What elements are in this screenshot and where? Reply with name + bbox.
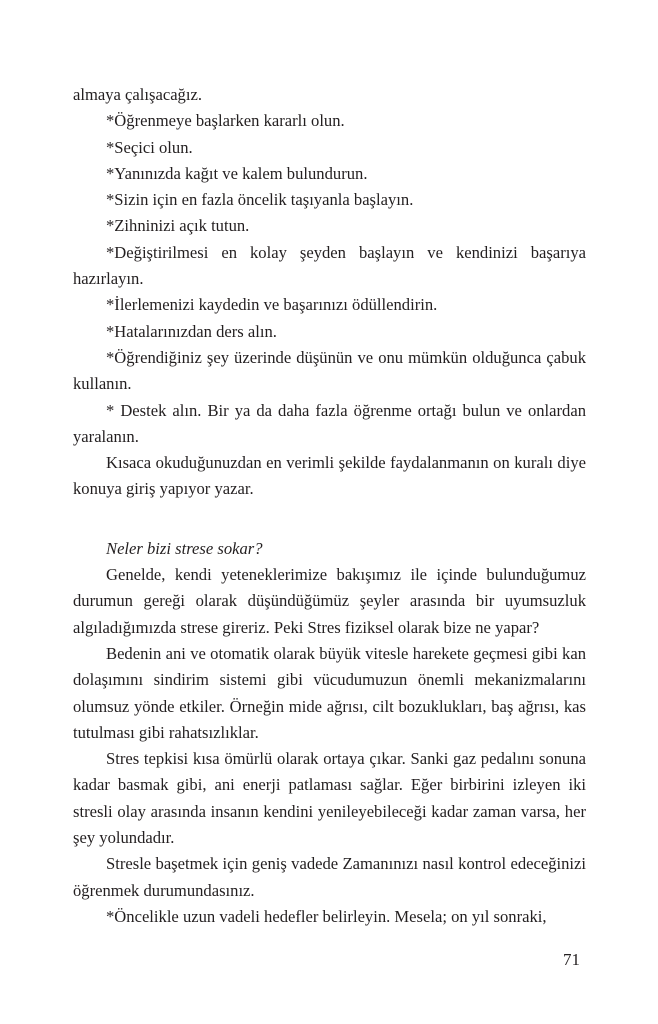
- list-item: *İlerlemenizi kaydedin ve başarınızı ödüllendirin.: [106, 295, 438, 315]
- list-item: *Öğrendiğiniz şey üzerinde düşünün ve onu mümkün olduğunca çabuk kullanın.: [73, 347, 586, 394]
- list-item: *Sizin için en fazla öncelik taşıyanla başlayın.: [106, 190, 414, 210]
- list-item: *Seçici olun.: [106, 137, 193, 157]
- paragraph: Genelde, kendi yeteneklerimize bakışımız ile içinde bulunduğumuz durumun gereği olarak düşündüğümüz şeyler arasında bir uyumsuzluk algıladığımızda strese gireriz. Peki Stres fiziksel olarak bize ne yapar?: [73, 565, 586, 637]
- page-number: 71: [563, 950, 580, 969]
- paragraph: Bedenin ani ve otomatik olarak büyük vitesle harekete geçmesi gibi kan dolaşımını sindirim sistemi gibi vücudumuzun önemli mekanizmalarını olumsuz yönde etkiler. Örneğin mide ağrısı, cilt bozuklukları, baş ağrısı, kas tutulması gibi rahatsızlıklar.: [73, 643, 586, 742]
- list-item: *Değiştirilmesi en kolay şeyden başlayın ve kendinizi başarıya hazırlayın.: [73, 242, 586, 289]
- list-item: *Yanınızda kağıt ve kalem bulundurun.: [106, 163, 368, 183]
- paragraph: Stresle başetmek için geniş vadede Zamanınızı nasıl kontrol edeceğinizi öğrenmek durumundasınız.: [73, 854, 586, 900]
- list-item: *Zihninizi açık tutun.: [106, 216, 250, 236]
- paragraph: almaya çalışacağız.: [73, 85, 202, 104]
- paragraph: *Öncelikle uzun vadeli hedefler belirleyin. Mesela; on yıl sonraki,: [106, 906, 547, 926]
- list-item: * Destek alın. Bir ya da daha fazla öğrenme ortağı bulun ve onlardan yaralanın.: [73, 400, 586, 446]
- list-item: *Hatalarınızdan ders alın.: [106, 321, 277, 341]
- section-heading: Neler bizi strese sokar?: [106, 538, 263, 558]
- paragraph: Stres tepkisi kısa ömürlü olarak ortaya çıkar. Sanki gaz pedalını sonuna kadar basmak gibi, ani enerji patlaması sağlar. Eğer birbirini izleyen iki stresli olay arasında insanın kendini yenileyebileceği kadar zaman varsa, her şey yolundadır.: [73, 749, 586, 848]
- section-gap: [73, 503, 586, 536]
- paragraph: Kısaca okuduğunuzdan en verimli şekilde faydalanmanın on kuralı diye konuya giriş yapıyor yazar.: [73, 453, 586, 499]
- page-body: [73, 82, 586, 930]
- list-item: *Öğrenmeye başlarken kararlı olun.: [106, 111, 345, 131]
